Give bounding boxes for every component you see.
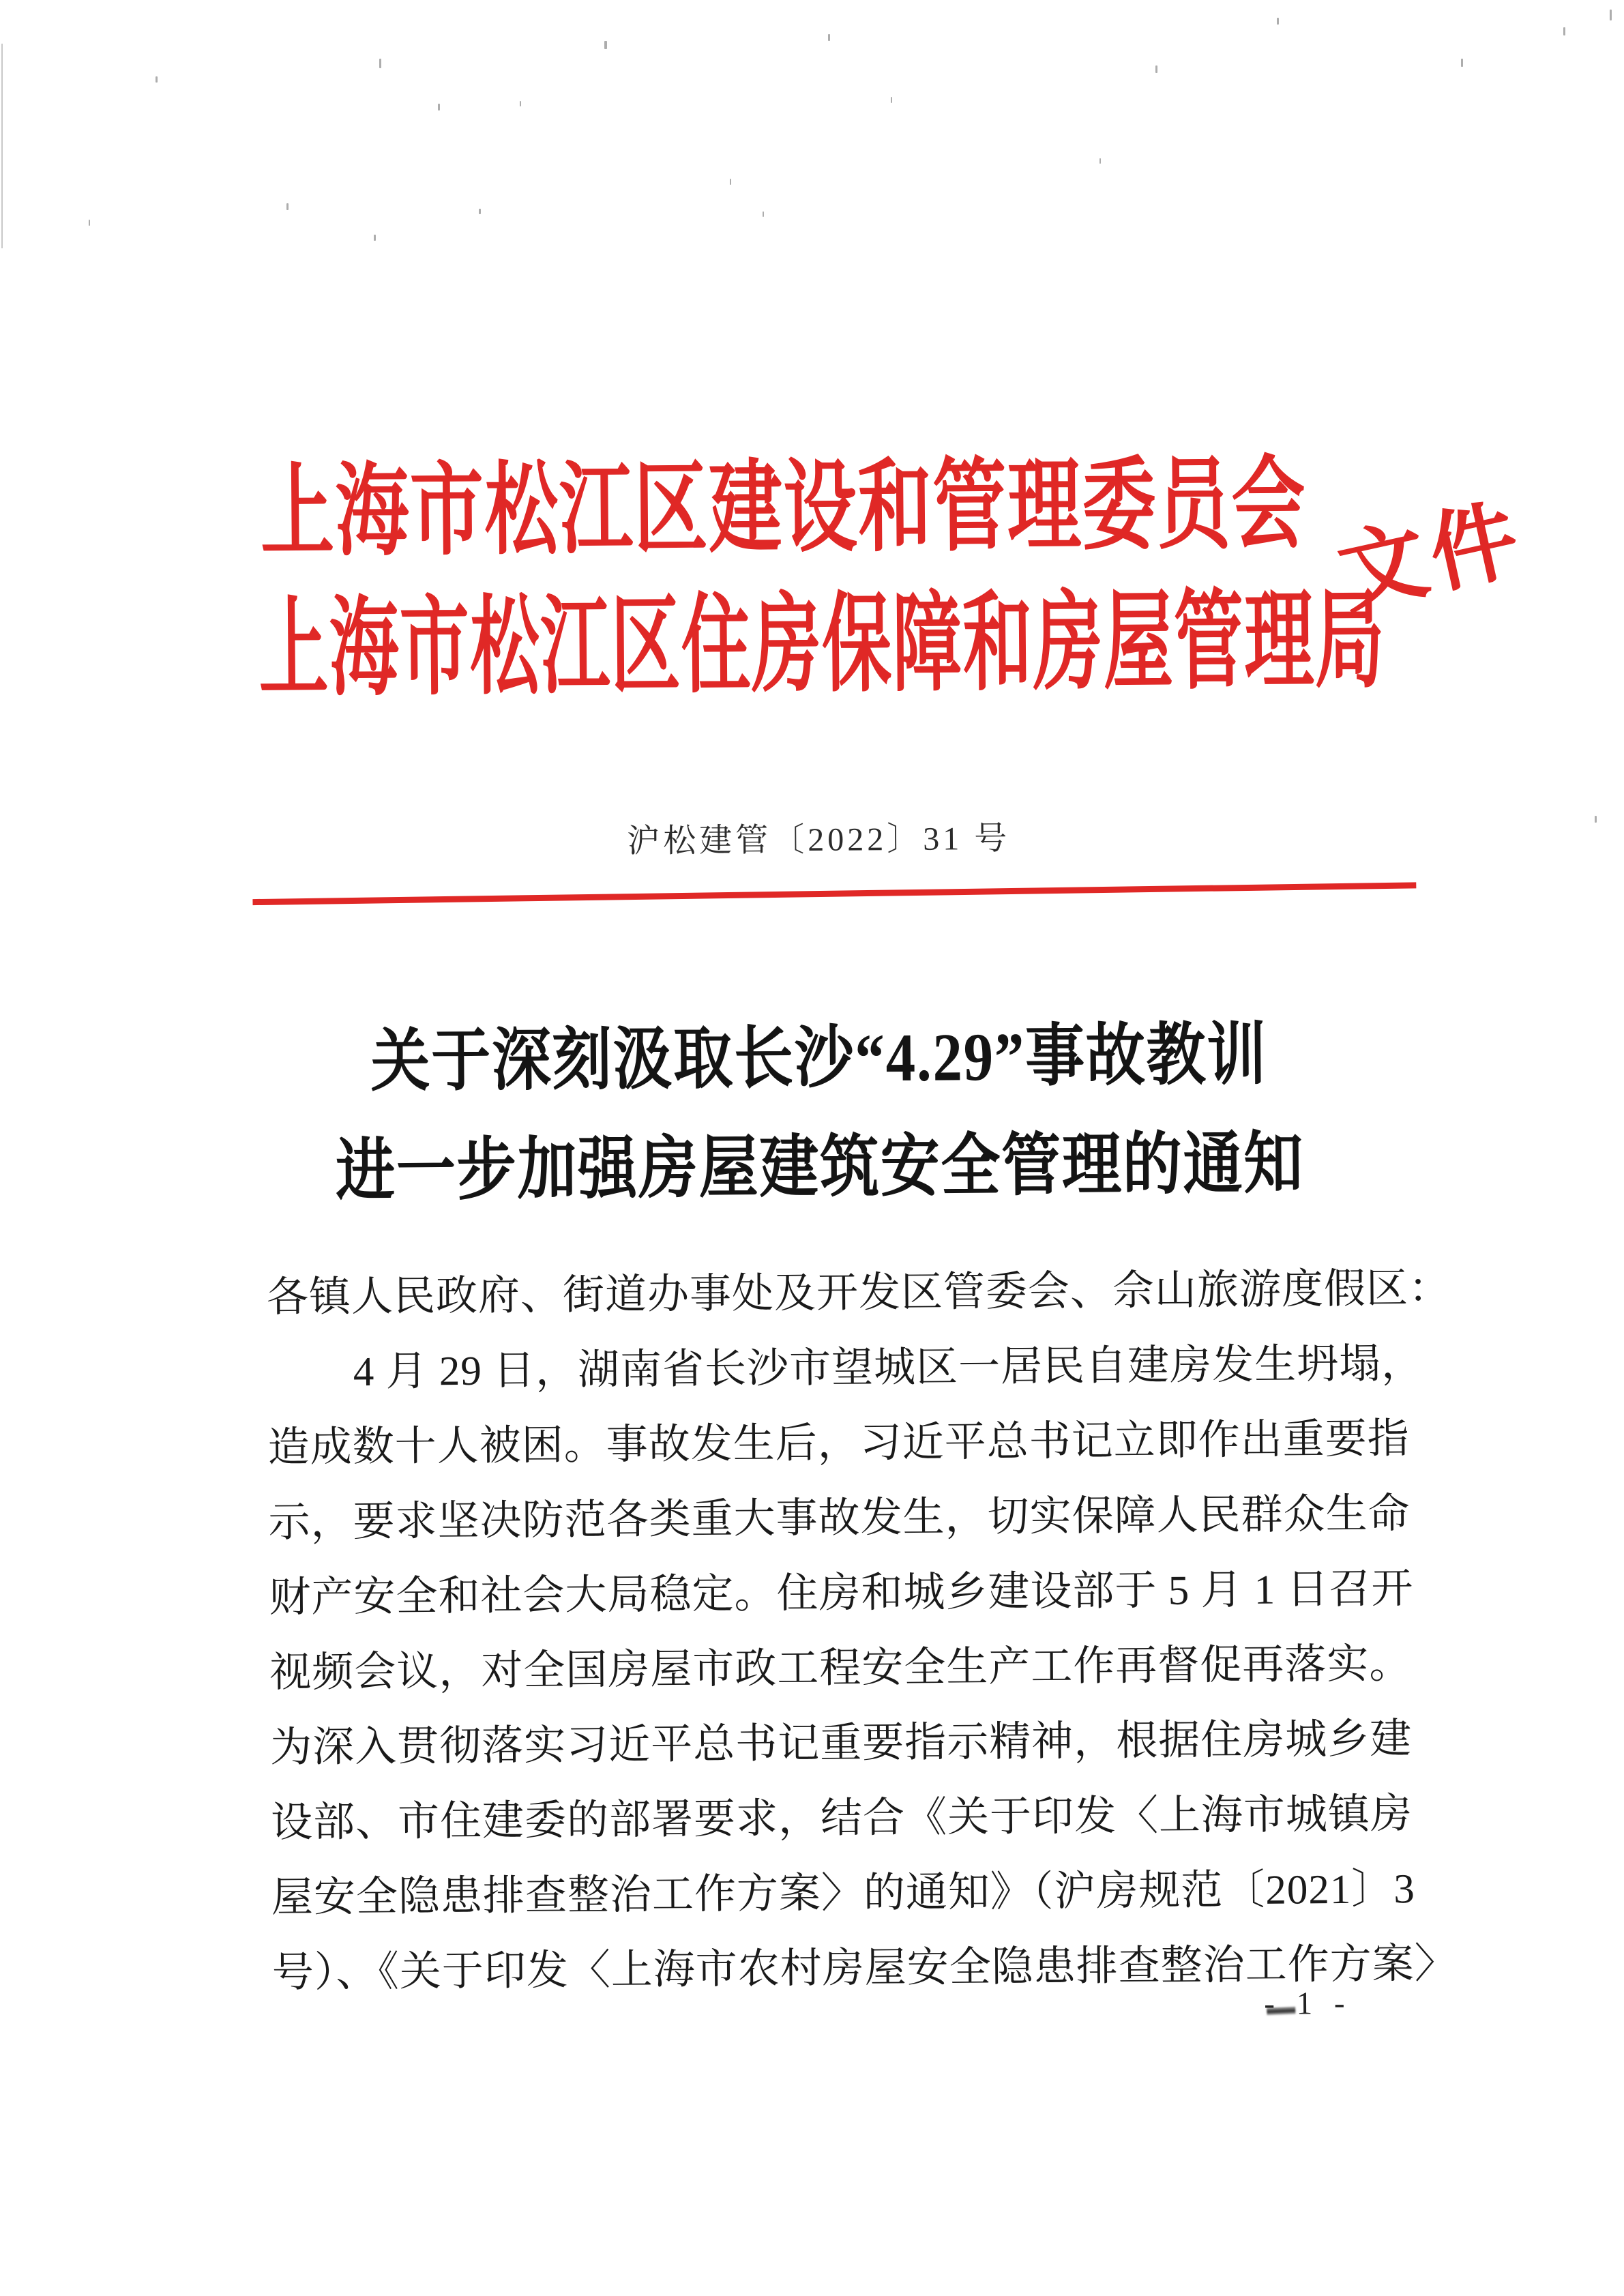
- scan-noise-speck: [604, 41, 607, 49]
- scan-noise-speck: [479, 209, 481, 214]
- scan-noise-speck: [156, 76, 158, 83]
- body-line: 设部、市住建委的部署要求，结合《关于印发〈上海市城镇房: [270, 1791, 1413, 1846]
- scan-noise-speck: [763, 211, 764, 217]
- red-separator-rule: [252, 882, 1416, 905]
- body-line: 号）、《关于印发〈上海市农村房屋安全隐患排查整治工作方案〉: [271, 1941, 1458, 1997]
- body-line: 4 月 29 日，湖南省长沙市望城区一居民自建房发生坍塌，: [353, 1340, 1424, 1396]
- scan-noise-speck: [1563, 27, 1565, 35]
- page-number: - 1 -: [1263, 1985, 1352, 2022]
- scan-noise-speck: [730, 179, 731, 185]
- scan-noise-speck: [520, 101, 521, 106]
- scan-noise-speck: [438, 104, 440, 111]
- scan-noise-speck: [379, 59, 381, 68]
- scan-edge-line: [1, 44, 3, 248]
- body-line: 示，要求坚决防范各类重大事故发生，切实保障人民群众生命: [268, 1491, 1411, 1546]
- document-title-line2: 进一步加强房屋建筑安全管理的通知: [335, 1125, 1305, 1209]
- scan-noise-speck: [828, 34, 830, 41]
- scan-noise-speck: [1277, 18, 1279, 25]
- document-title-line1: 关于深刻汲取长沙“4.29”事故教训: [370, 1016, 1268, 1100]
- scan-noise-speck: [1595, 816, 1597, 823]
- letterhead-org-line2: 上海市松江区住房保障和房屋管理局: [258, 581, 1386, 710]
- letterhead-org-line1: 上海市松江区建设和管理委员会: [260, 449, 1307, 570]
- scan-noise-speck: [286, 203, 289, 210]
- body-line: 造成数十人被困。事故发生后，习近平总书记立即作出重要指: [267, 1416, 1410, 1471]
- scan-noise-speck: [891, 97, 892, 103]
- scan-noise-speck: [1461, 59, 1463, 67]
- scan-noise-speck: [374, 235, 376, 241]
- body-line: 各镇人民政府、街道办事处及开发区管委会、佘山旅游度假区：: [266, 1265, 1451, 1321]
- body-line: 视频会议，对全国房屋市政工程安全生产工作再督促再落实。: [269, 1641, 1412, 1696]
- body-line: 为深入贯彻落实习近平总书记重要指示精神，根据住房城乡建: [269, 1716, 1413, 1771]
- scan-noise-speck: [1155, 65, 1157, 73]
- body-line: 屋安全隐患排查整治工作方案〉的通知》（沪房规范〔2021〕3: [271, 1866, 1416, 1922]
- document-number: 沪松建管〔2022〕31 号: [627, 820, 1011, 860]
- document-body: [266, 1252, 1458, 2011]
- letterhead-doc-type-label: 文件: [1330, 490, 1533, 625]
- scan-noise-speck: [89, 220, 90, 226]
- body-line: 财产安全和社会大局稳定。住房和城乡建设部于 5 月 1 日召开: [269, 1566, 1414, 1621]
- scan-noise-speck: [1099, 158, 1101, 164]
- scan-noise-speck: [1610, 10, 1612, 20]
